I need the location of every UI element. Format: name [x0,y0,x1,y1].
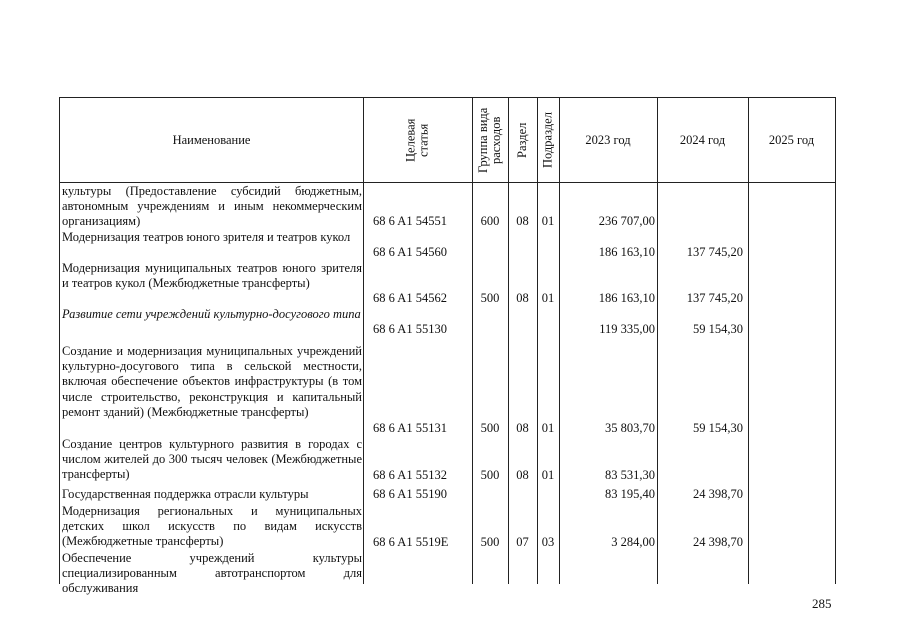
row-2024: 24 398,70 [693,487,743,501]
header-subsection: Подраздел [540,112,555,168]
row-2024: 137 745,20 [686,245,743,259]
page-number: 285 [812,596,832,611]
row-name: Обеспечение учреждений культуры специализированным автотранспортом для обслуживания [62,551,362,596]
row-subsection: 01 [541,421,555,435]
row-2023: 119 335,00 [599,322,655,336]
row-group: 500 [480,468,500,482]
budget-table [59,97,836,596]
row-code: 68 6 A1 55190 [373,487,447,501]
row-section: 07 [516,535,529,549]
row-subsection: 01 [541,214,555,228]
header-2024: 2024 год [679,132,726,147]
row-2023: 35 803,70 [605,421,655,435]
row-code: 68 6 A1 55132 [373,468,447,482]
row-section: 08 [516,468,529,482]
header-divider [60,182,835,183]
header-target: Целевая статья [403,118,431,162]
row-section: 08 [516,291,529,305]
row-2024: 59 154,30 [693,322,743,336]
row-subsection: 01 [541,468,555,482]
row-name: Государственная поддержка отрасли культуры [62,487,309,501]
header-group: Группа вида расходов [476,107,503,173]
row-code: 68 6 A1 55130 [373,322,447,336]
row-2023: 186 163,10 [598,245,655,259]
row-name: Модернизация муниципальных театров юного зрителя и театров кукол (Межбюджетные трансферты) [62,261,362,291]
row-code: 68 6 A1 54560 [373,245,447,259]
row-code: 68 6 A1 54562 [373,291,447,305]
row-group: 500 [480,291,500,305]
row-name: Создание центров культурного развития в городах с числом жителей до 300 тысяч человек (Межбюджетные трансферты) [62,437,362,482]
row-section: 08 [516,214,529,228]
row-2023: 186 163,10 [598,291,655,305]
row-code: 68 6 A1 5519E [373,535,449,549]
header-name: Наименование [172,132,251,147]
header-section: Раздел [515,122,529,158]
row-code: 68 6 A1 55131 [373,421,447,435]
row-2024: 137 745,20 [686,291,743,305]
row-subsection: 01 [541,291,555,305]
row-2023: 83 195,40 [605,487,655,501]
row-2023: 3 284,00 [611,535,655,549]
row-section: 08 [516,421,529,435]
row-name: Модернизация региональных и муниципальных детских школ искусств по видам искусств (Межбюджетные трансферты) [62,504,362,549]
row-group: 600 [480,214,500,228]
row-name: Модернизация театров юного зрителя и театров кукол [62,230,351,244]
row-group: 500 [480,421,500,435]
header-2025: 2025 год [768,132,815,147]
row-code: 68 6 A1 54551 [373,214,447,228]
row-2023: 83 531,30 [605,468,655,482]
header-2023: 2023 год [585,132,631,147]
row-subsection: 03 [541,535,555,549]
row-2024: 59 154,30 [693,421,743,435]
row-2023: 236 707,00 [598,214,655,228]
row-name: Создание и модернизация муниципальных учреждений культурно-досугового типа в сельской местности, включая обеспечение объектов инфраструктуры (в том числе строительство, реконструкция и капитальный ремонт зданий) (Межбюджетные трансферты) [62,344,362,419]
row-group: 500 [480,535,500,549]
row-name: культуры (Предоставление субсидий бюджетным, автономным учреждениям и иным некоммерческим организациям) [62,184,362,229]
row-name: Развитие сети учреждений культурно-досугового типа [62,307,361,321]
row-2024: 24 398,70 [693,535,743,549]
